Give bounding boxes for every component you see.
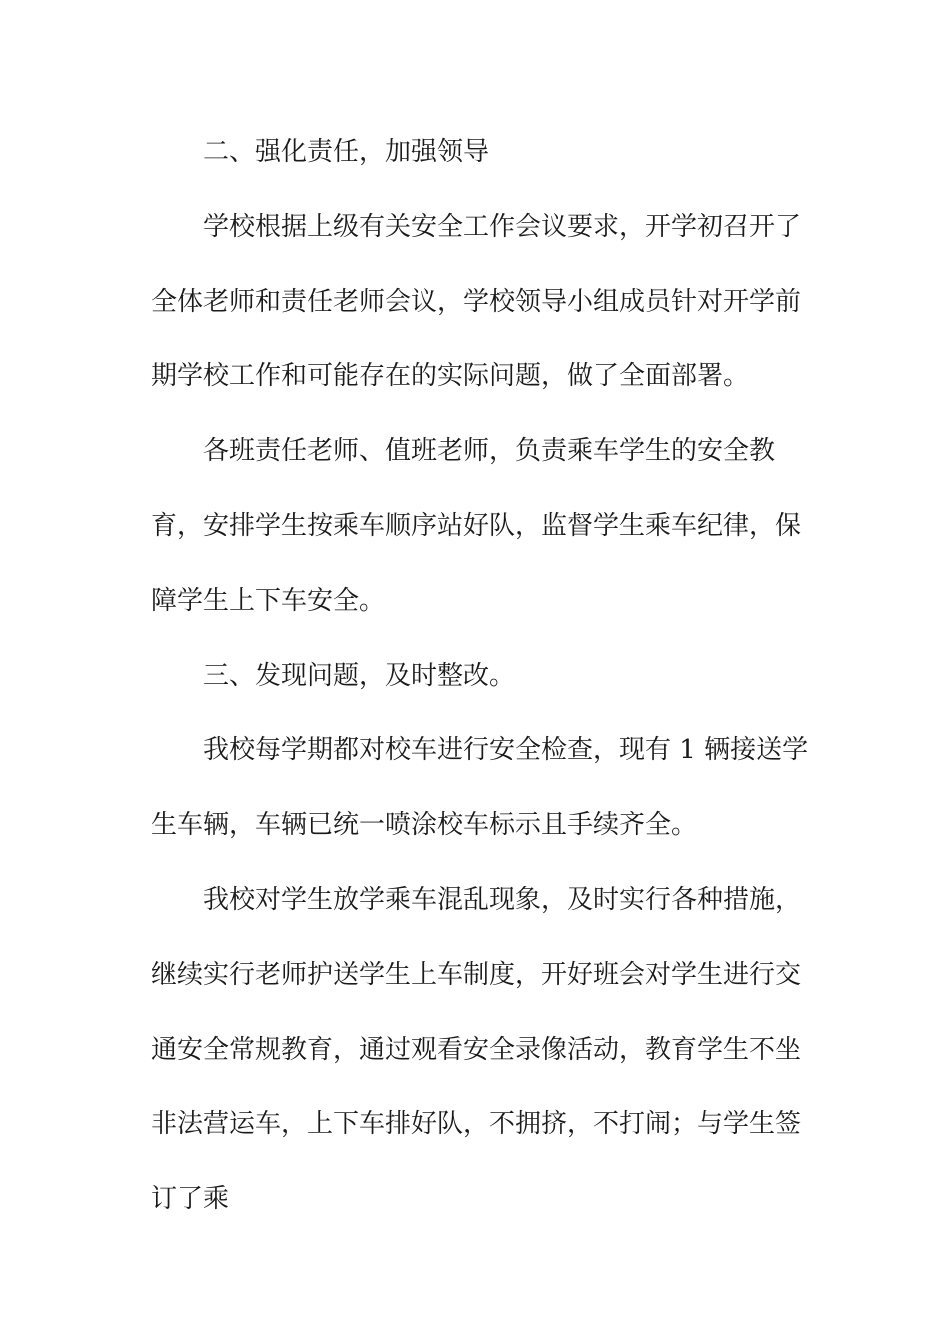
paragraph-line: 生车辆，车辆已统一喷涂校车标示且手续齐全。 — [151, 810, 698, 841]
paragraph-line: 期学校工作和可能存在的实际问题，做了全面部署。 — [151, 361, 750, 392]
document-body — [151, 126, 809, 1248]
paragraph-line: 全体老师和责任老师会议，学校领导小组成员针对开学前 — [151, 286, 802, 317]
paragraph-line: 非法营运车，上下车排好队，不拥挤，不打闹；与学生签 — [151, 1109, 802, 1140]
paragraph-line: 我校每学期都对校车进行安全检查，现有 1 辆接送学 — [203, 735, 809, 766]
paragraph-line: 各班责任老师、值班老师，负责乘车学生的安全教 — [203, 436, 776, 467]
section-heading-3: 三、发现问题，及时整改。 — [203, 660, 516, 691]
paragraph-line: 障学生上下车安全。 — [151, 585, 386, 616]
paragraph-line: 继续实行老师护送学生上车制度，开好班会对学生进行交 — [151, 959, 802, 990]
section-heading-2: 二、强化责任，加强领导 — [203, 137, 490, 167]
paragraph-line: 学校根据上级有关安全工作会议要求，开学初召开了 — [203, 211, 802, 242]
paragraph-line: 我校对学生放学乘车混乱现象，及时实行各种措施， — [203, 884, 802, 915]
paragraph-line: 订了乘 — [151, 1184, 230, 1215]
paragraph-line: 育，安排学生按乘车顺序站好队，监督学生乘车纪律，保 — [151, 510, 802, 541]
paragraph-line: 通安全常规教育，通过观看安全录像活动，教育学生不坐 — [151, 1034, 802, 1065]
